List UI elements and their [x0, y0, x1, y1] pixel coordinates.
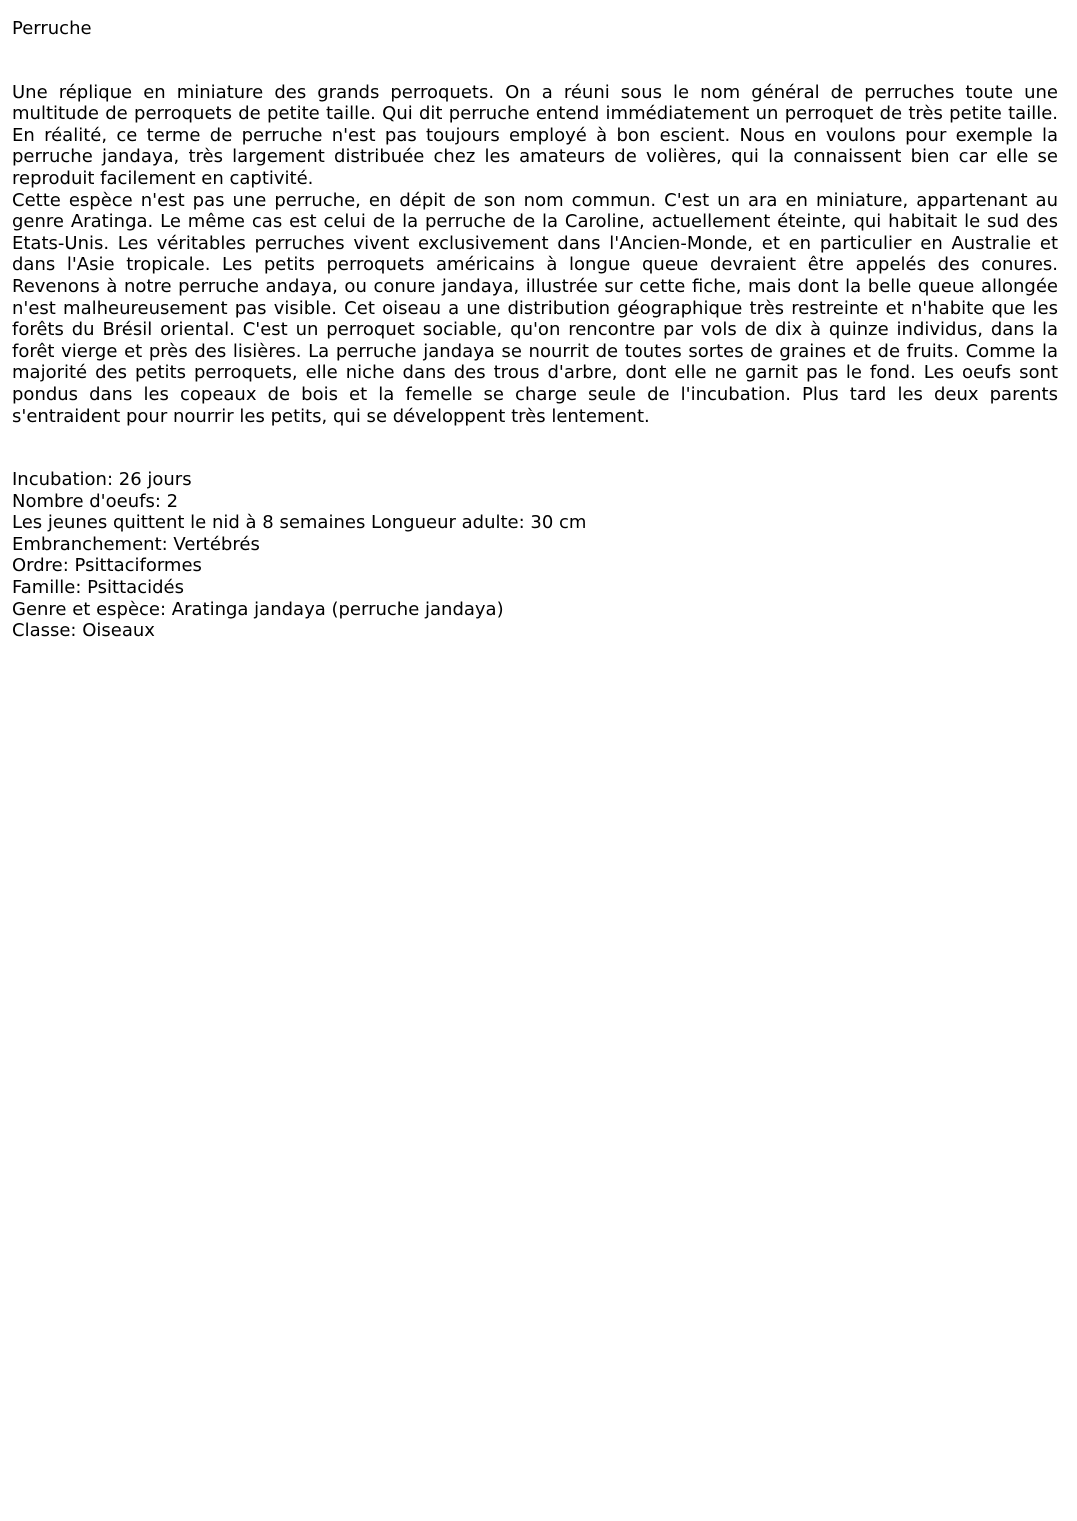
fact-genus-species: Genre et espèce: Aratinga jandaya (perruche jandaya) [12, 598, 504, 620]
facts-list [12, 469, 1058, 642]
fact-class: Classe: Oiseaux [12, 620, 155, 642]
fact-incubation: Incubation: 26 jours [12, 469, 192, 491]
page-title: Perruche [12, 18, 92, 39]
fact-egg-count: Nombre d'oeufs: 2 [12, 490, 179, 512]
fact-fledging-length: Les jeunes quittent le nid à 8 semaines Longueur adulte: 30 cm [12, 512, 587, 534]
paragraph-description: Cette espèce n'est pas une perruche, en dépit de son nom commun. C'est un ara en miniature, appartenant au genre Aratinga. Le même cas est celui de la perruche de la Caroline, actuellement éteinte, qui habitait le sud des Etats-Unis. Les véritables perruches vivent exclusivement dans l'Ancien-Monde, et en particulier en Australie et dans l'Asie tropicale. Les petits perroquets américains à longue queue devraient être appelés des conures. Revenons à notre perruche andaya, ou conure jandaya, illustrée sur cette fiche, mais dont la belle queue allongée n'est malheureusement pas visible. Cet oiseau a une distribution géographique très restreinte et n'habite que les forêts du Brésil oriental. C'est un perroquet sociable, qu'on rencontre par vols de dix à quinze individus, dans la forêt vierge et près des lisières. La perruche jandaya se nourrit de toutes sortes de graines et de fruits. Comme la majorité des petits perroquets, elle niche dans des trous d'arbre, dont elle ne garnit pas le fond. Les oeufs sont pondus dans les copeaux de bois et la femelle se charge seule de l'incubation. Plus tard les deux parents s'entraident pour nourrir les petits, qui se développent très lentement. [12, 189, 1058, 427]
fact-order: Ordre: Psittaciformes [12, 555, 202, 577]
fact-phylum: Embranchement: Vertébrés [12, 533, 260, 555]
document-page [12, 18, 1058, 642]
paragraph-intro: Une réplique en miniature des grands perroquets. On a réuni sous le nom général de perruches toute une multitude de perroquets de petite taille. Qui dit perruche entend immédiatement un perroquet de très petite taille. En réalité, ce terme de perruche n'est pas toujours employé à bon escient. Nous en voulons pour exemple la perruche jandaya, très largement distribuée chez les amateurs de volières, qui la connaissent bien car elle se reproduit facilement en captivité. [12, 81, 1058, 189]
fact-family: Famille: Psittacidés [12, 577, 184, 599]
body-text [12, 82, 1058, 428]
